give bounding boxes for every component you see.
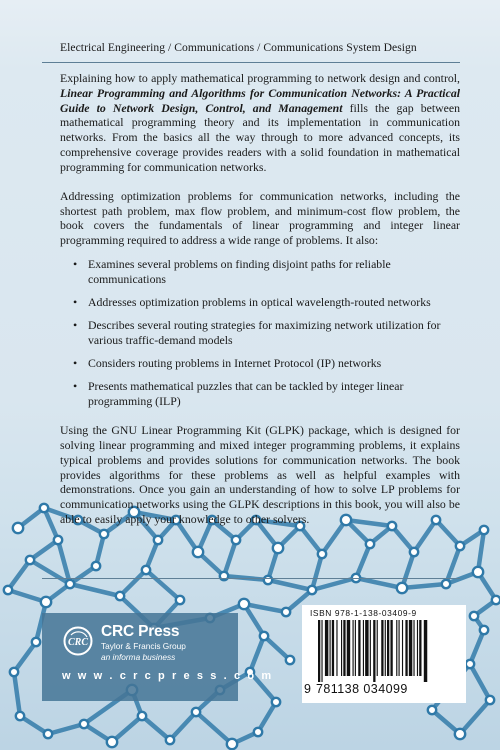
network-node	[473, 567, 483, 577]
network-node	[13, 523, 23, 533]
bullet-glyph: •	[73, 256, 78, 271]
bullet-glyph: •	[73, 356, 78, 370]
network-link	[146, 570, 180, 600]
barcode-bar	[385, 620, 386, 676]
barcode-bar	[358, 620, 360, 676]
barcode-bar	[370, 620, 371, 676]
network-node	[4, 586, 12, 594]
crc-logo-icon	[63, 626, 93, 656]
network-node	[142, 566, 150, 574]
bullet-glyph: •	[73, 318, 78, 332]
barcode-bar	[318, 620, 320, 682]
list-item	[60, 318, 460, 348]
barcode-bar	[336, 620, 337, 676]
network-link	[170, 712, 196, 740]
barcode-bar	[390, 620, 392, 676]
network-node	[92, 562, 100, 570]
barcode-bar	[355, 620, 356, 676]
network-link	[70, 584, 120, 596]
network-node	[107, 737, 117, 747]
network-node	[273, 543, 283, 553]
publisher-business: an informa business	[101, 652, 176, 662]
list-item	[60, 295, 460, 310]
barcode-bar	[424, 620, 427, 682]
bullet-glyph: •	[73, 379, 78, 394]
network-node	[410, 548, 418, 556]
network-node	[227, 739, 237, 749]
network-node	[16, 712, 24, 720]
bottom-divider	[42, 578, 460, 579]
description-text	[60, 71, 460, 527]
network-link	[402, 584, 446, 588]
barcode-digits: 781138 034099	[316, 682, 408, 696]
barcode-bar	[365, 620, 368, 676]
barcode-bar	[332, 620, 334, 676]
network-node	[116, 592, 124, 600]
bullet-glyph: •	[73, 294, 78, 309]
network-link	[356, 544, 370, 578]
network-node	[193, 547, 203, 557]
list-item-text: Presents mathematical puzzles that can be tackled by integer linear programming (ILP)	[88, 379, 404, 408]
barcode-bar	[405, 620, 407, 676]
barcode-bar	[347, 620, 350, 676]
list-item-text: Addresses optimization problems in optical wavelength-routed networks	[88, 294, 431, 309]
network-link	[224, 540, 236, 576]
network-link	[268, 580, 312, 590]
network-node	[44, 730, 52, 738]
network-node	[192, 708, 200, 716]
intro-rest: fills the gap between mathematical programming theory and its implementation in communication networks. From the basics all the way through to more advanced concepts, its comprehensive coverage provides readers with a solid foundation in mathematical programming for communication networks.	[60, 100, 460, 174]
network-node	[232, 536, 240, 544]
barcode-bar	[343, 620, 345, 676]
network-link	[8, 560, 30, 590]
network-link	[142, 716, 170, 740]
network-node	[486, 696, 494, 704]
network-node	[10, 668, 18, 676]
network-node	[32, 638, 40, 646]
network-node	[397, 583, 407, 593]
network-node	[254, 728, 262, 736]
intro-paragraph	[60, 71, 460, 174]
network-node	[480, 526, 488, 534]
publisher-group: Taylor & Francis Group	[101, 641, 186, 651]
network-node	[66, 580, 74, 588]
barcode-bar	[377, 620, 378, 676]
network-link	[470, 630, 484, 664]
barcode-bar	[373, 620, 375, 682]
network-node	[26, 556, 34, 564]
barcode-bar	[419, 620, 421, 676]
glpk-paragraph: Using the GNU Linear Programming Kit (GLPK) package, which is designed for solving linear programming and mixed integer programming problems, it explains typical problems and provides solutions for communication networks. The book provides algorithms for these problems as well as helpful examples with demonstrations. Once you gain an understanding of how to solve LP problems for communication networks using the GLPK descriptions in this book, you will also be able to easily apply your knowledge to other solvers.	[60, 423, 460, 526]
barcode-bar	[399, 620, 400, 676]
barcode-bar	[363, 620, 364, 676]
network-link	[470, 664, 490, 700]
isbn-text: ISBN 978-1-138-03409-9	[310, 608, 417, 618]
category-line: Electrical Engineering / Communications / Communications System Design	[60, 41, 417, 54]
list-item-text: Describes several routing strategies for maximizing network utilization for various traffic-demand models	[88, 318, 441, 347]
list-item	[60, 379, 460, 409]
barcode-icon	[318, 620, 458, 682]
network-node	[260, 632, 268, 640]
network-link	[48, 724, 84, 734]
barcode-box	[302, 605, 466, 703]
network-node	[138, 712, 146, 720]
list-item	[60, 356, 460, 371]
network-node	[470, 612, 478, 620]
network-link	[356, 578, 402, 588]
network-link	[460, 700, 490, 734]
network-link	[14, 672, 20, 716]
publisher-brand	[101, 624, 186, 662]
list-item-text: Examines several problems on finding disjoint paths for reliable communications	[88, 256, 391, 286]
network-node	[466, 660, 474, 668]
barcode-bar	[387, 620, 389, 676]
network-node	[100, 530, 108, 538]
network-link	[196, 712, 232, 744]
barcode-bar	[413, 620, 414, 676]
barcode-bar	[321, 620, 322, 682]
list-item	[60, 257, 460, 287]
network-node	[282, 608, 290, 616]
publisher-website: w w w . c r c p r e s s . c o m	[62, 670, 274, 682]
network-node	[80, 720, 88, 728]
feature-list	[60, 257, 460, 409]
barcode-bar	[325, 620, 328, 676]
network-node	[239, 599, 249, 609]
logo-text: CRC	[67, 637, 89, 648]
barcode-bar	[330, 620, 331, 676]
top-divider	[42, 62, 460, 63]
intro-lead: Explaining how to apply mathematical programming to network design and control,	[60, 71, 460, 85]
network-node	[176, 596, 184, 604]
network-node	[54, 536, 62, 544]
barcode-bar	[402, 620, 403, 676]
network-node	[41, 597, 51, 607]
network-node	[318, 550, 326, 558]
network-node	[308, 586, 316, 594]
barcode-bar	[409, 620, 412, 676]
barcode-bar	[353, 620, 354, 676]
book-title: Linear Programming and Algorithms for Communication Networks: A Practical Guide to Network Design, Control, and Management	[60, 85, 460, 115]
network-node	[286, 656, 294, 664]
network-link	[250, 636, 264, 672]
network-link	[312, 578, 356, 590]
network-node	[166, 736, 174, 744]
network-node	[428, 706, 436, 714]
network-node	[154, 536, 162, 544]
network-node	[272, 698, 280, 706]
barcode-bar	[381, 620, 383, 676]
network-link	[14, 642, 36, 672]
barcode-bar	[417, 620, 418, 676]
network-node	[366, 540, 374, 548]
barcode-lead-digit: 9	[304, 682, 312, 696]
network-link	[312, 554, 322, 590]
publisher-name: CRC Press	[101, 623, 180, 640]
list-item-text: Considers routing problems in Internet Protocol (IP) networks	[88, 356, 382, 370]
network-node	[492, 596, 500, 604]
network-node	[455, 729, 465, 739]
network-node	[442, 580, 450, 588]
barcode-number	[304, 682, 464, 696]
network-link	[120, 570, 146, 596]
network-node	[480, 626, 488, 634]
optimization-paragraph: Addressing optimization problems for communication networks, including the shortest path problem, max flow problem, and minimum-cost flow problem, the book covers the fundamentals of linear programming and integer linear programming required to address a wide range of problems. It also:	[60, 188, 460, 247]
barcode-bar	[341, 620, 342, 676]
network-node	[40, 504, 48, 512]
barcode-bar	[396, 620, 397, 676]
network-node	[456, 542, 464, 550]
